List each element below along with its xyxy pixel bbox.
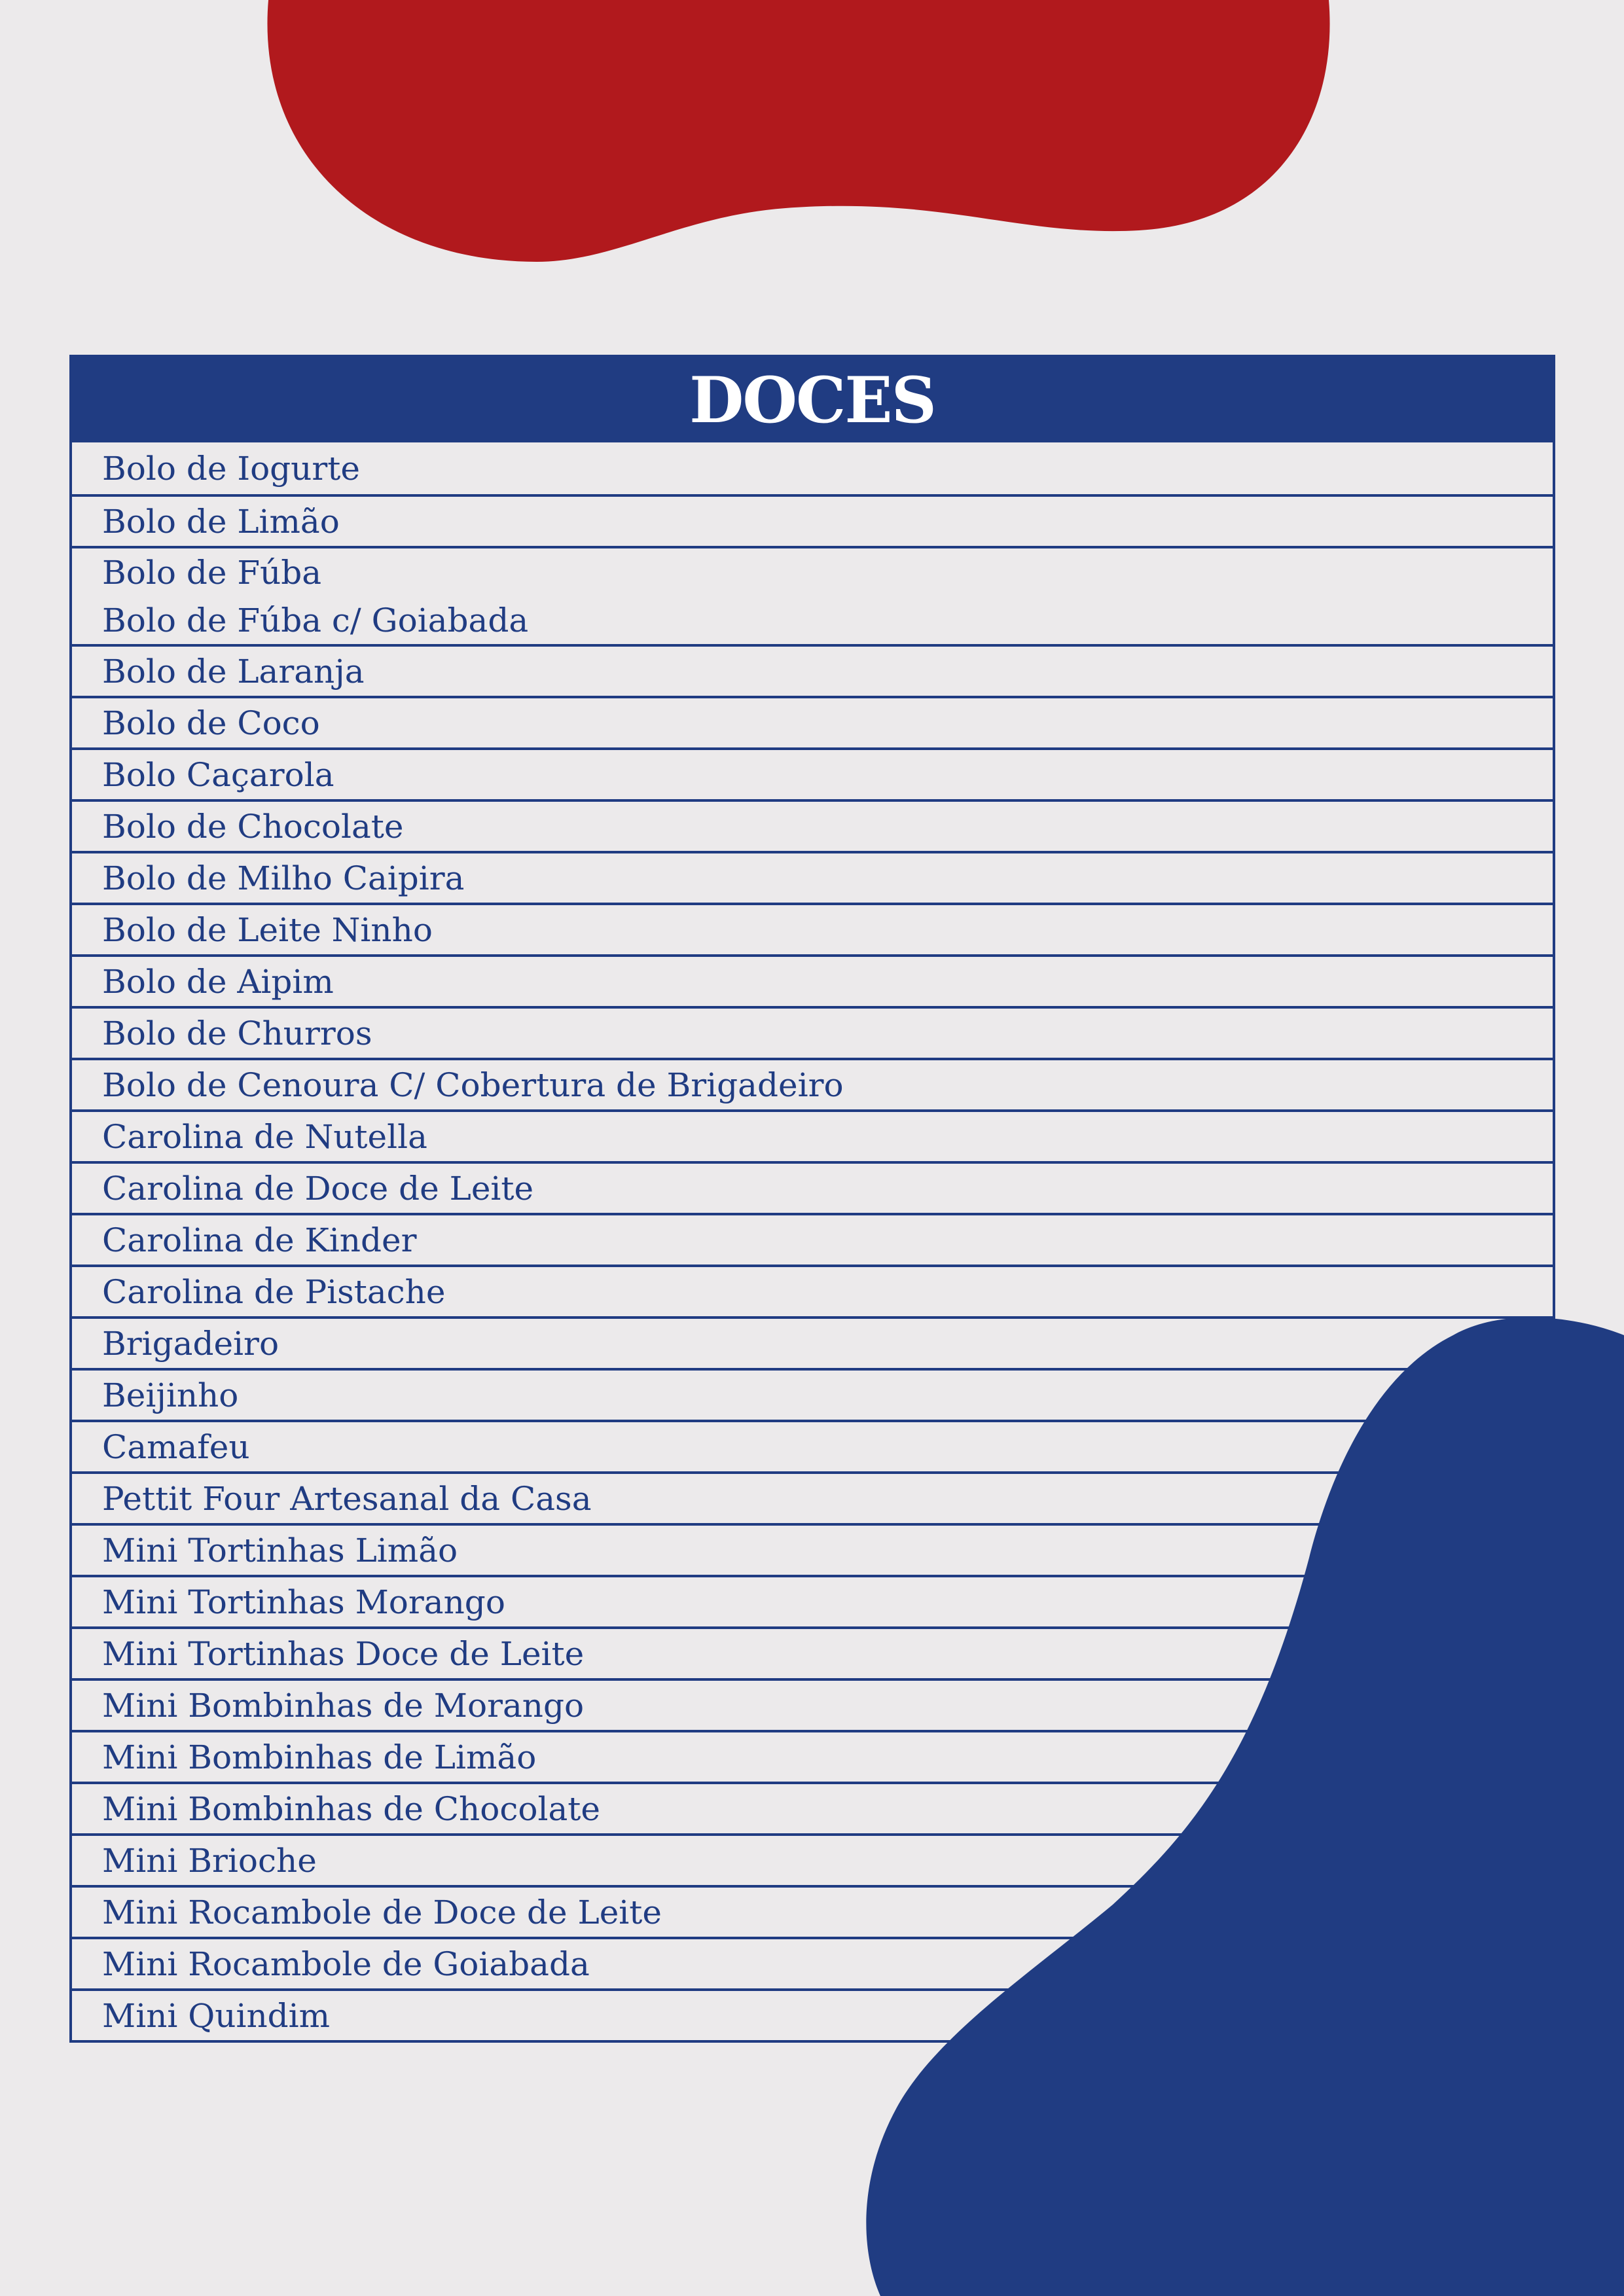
menu-row <box>72 1368 1553 1420</box>
menu-item-label: Mini Tortinhas Limão <box>102 1531 458 1570</box>
menu-row <box>72 1575 1553 1626</box>
menu-item-label: Carolina de Nutella <box>102 1117 427 1156</box>
menu-row <box>72 1213 1553 1265</box>
menu-row <box>72 1885 1553 1937</box>
menu-item-label: Bolo de Fúba <box>102 553 322 592</box>
menu-row <box>72 1161 1553 1213</box>
menu-item-label: Mini Tortinhas Morango <box>102 1583 505 1621</box>
menu-row <box>72 1316 1553 1368</box>
menu-row <box>72 799 1553 851</box>
menu-table <box>69 355 1555 2043</box>
menu-row <box>72 747 1553 799</box>
menu-row <box>72 442 1553 494</box>
menu-item-label: Camafeu <box>102 1427 250 1466</box>
menu-row <box>72 1782 1553 1833</box>
menu-row <box>72 696 1553 747</box>
menu-row <box>72 954 1553 1006</box>
menu-item-label: Bolo Caçarola <box>102 755 334 794</box>
menu-row <box>72 1730 1553 1782</box>
menu-row <box>72 1006 1553 1058</box>
menu-row <box>72 1678 1553 1730</box>
menu-item-label: Bolo de Fúba c/ Goiabada <box>102 601 529 639</box>
menu-row <box>72 644 1553 696</box>
menu-item-label: Mini Bombinhas de Morango <box>102 1686 585 1725</box>
menu-row <box>72 1988 1553 2040</box>
menu-item-label: Bolo de Leite Ninho <box>102 910 433 949</box>
menu-row <box>72 546 1553 644</box>
menu-item-label: Mini Tortinhas Doce de Leite <box>102 1634 585 1673</box>
menu-item-label: Bolo de Laranja <box>102 652 365 691</box>
menu-row <box>72 494 1553 546</box>
menu-item-label: Bolo de Milho Caipira <box>102 859 465 897</box>
menu-item-label: Bolo de Limão <box>102 502 340 541</box>
menu-item-label: Mini Bombinhas de Limão <box>102 1738 537 1776</box>
menu-row <box>72 1937 1553 1988</box>
menu-item-label: Mini Brioche <box>102 1841 317 1880</box>
menu-row <box>72 1626 1553 1678</box>
menu-item-label: Bolo de Aipim <box>102 962 334 1001</box>
menu-item-label: Carolina de Doce de Leite <box>102 1169 534 1208</box>
menu-row <box>72 851 1553 903</box>
menu-item-label: Carolina de Kinder <box>102 1221 417 1259</box>
menu-item-label: Bolo de Churros <box>102 1014 372 1052</box>
menu-item-label: Mini Rocambole de Doce de Leite <box>102 1893 662 1931</box>
menu-item-label: Beijinho <box>102 1376 239 1414</box>
menu-row <box>72 1058 1553 1109</box>
menu-row <box>72 1109 1553 1161</box>
menu-item-label: Bolo de Chocolate <box>102 807 404 846</box>
red-blob-shape <box>267 0 1329 262</box>
menu-title: DOCES <box>689 363 935 437</box>
menu-item-label: Mini Quindim <box>102 1996 331 2035</box>
menu-item-label: Bolo de Iogurte <box>102 449 360 488</box>
menu-item-label: Mini Rocambole de Goiabada <box>102 1945 590 1983</box>
menu-row <box>72 1833 1553 1885</box>
menu-row <box>72 1265 1553 1316</box>
menu-row <box>72 1420 1553 1471</box>
menu-header <box>72 357 1553 442</box>
menu-item-label: Carolina de Pistache <box>102 1272 446 1311</box>
menu-row <box>72 1471 1553 1523</box>
menu-item-label: Pettit Four Artesanal da Casa <box>102 1479 592 1518</box>
menu-item-label: Bolo de Cenoura C/ Cobertura de Brigadeiro <box>102 1066 844 1104</box>
menu-rows <box>72 442 1553 2040</box>
menu-item-label: Bolo de Coco <box>102 704 320 742</box>
menu-item-label: Mini Bombinhas de Chocolate <box>102 1789 600 1828</box>
menu-row <box>72 903 1553 954</box>
menu-item-label: Brigadeiro <box>102 1324 280 1363</box>
menu-row <box>72 1523 1553 1575</box>
